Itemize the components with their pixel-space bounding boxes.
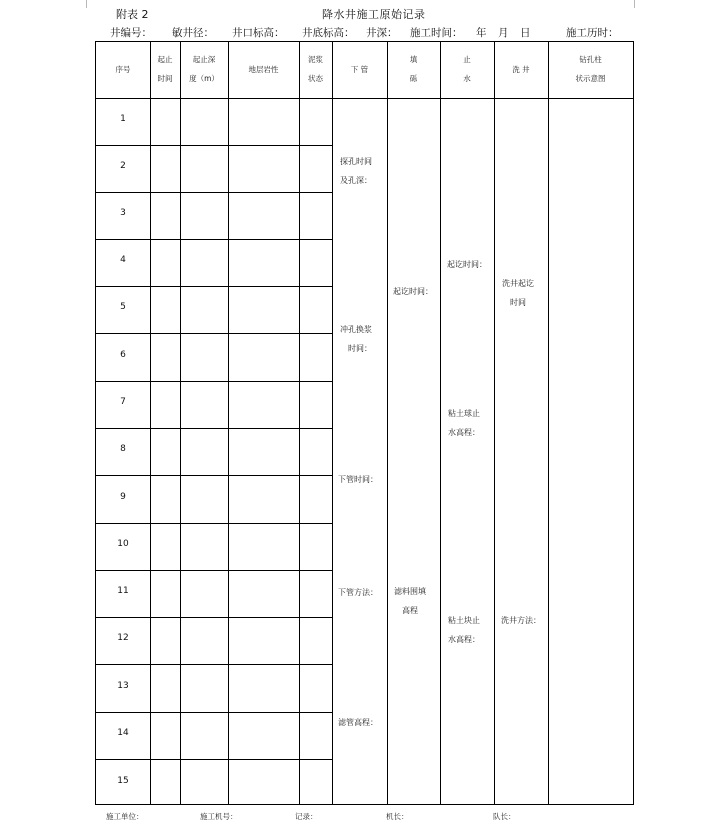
row-number: 4 — [120, 255, 126, 265]
header-seq: 序号 — [115, 65, 131, 74]
lowering-method-note: 下管方法： — [338, 588, 378, 597]
filter-pipe-elevation-note: 滤管高程： — [338, 718, 378, 727]
row-number: 9 — [120, 492, 126, 502]
row-number: 14 — [117, 728, 129, 738]
construction-unit-label: 施工单位： — [106, 812, 144, 821]
header-water-stop: 止 水 — [463, 55, 471, 83]
header-backfill: 填 砾 — [409, 55, 418, 83]
well-depth-label: 井深： — [366, 27, 398, 39]
row-number: 12 — [117, 633, 129, 643]
header-pipe-lowering: 下 管 — [350, 65, 369, 74]
backfill-time-note: 起讫时间： — [393, 287, 433, 296]
captain-label: 机长： — [386, 812, 409, 821]
row-number: 6 — [120, 350, 126, 360]
washing-time-note: 洗井起讫 时间 — [502, 279, 534, 307]
month-label: 月 — [498, 27, 509, 39]
filter-material-elevation-note: 滤料围填 高程 — [394, 587, 426, 615]
page-corner-mark — [74, 0, 87, 8]
row-number: 1 — [120, 114, 126, 124]
flush-mud-time-note: 冲孔换浆 时间： — [340, 325, 372, 353]
water-stop-time-note: 起讫时间： — [447, 260, 487, 269]
row-number: 5 — [120, 302, 126, 312]
signature-footer — [0, 811, 716, 825]
header-borehole-diagram: 钻孔柱 状示意图 — [575, 55, 606, 83]
row-number: 3 — [120, 208, 126, 218]
row-number: 10 — [117, 539, 129, 549]
recorder-label: 记录： — [295, 812, 318, 821]
team-leader-label: 队长： — [493, 812, 516, 821]
day-label: 日 — [520, 27, 531, 39]
row-number: 13 — [117, 681, 129, 691]
construction-record-table — [95, 41, 634, 805]
wellhead-elevation-label: 井口标高： — [232, 27, 285, 39]
construction-time-label: 施工时间： — [410, 27, 463, 39]
row-number: 2 — [120, 161, 126, 171]
row-number: 7 — [120, 397, 126, 407]
form-title: 降水井施工原始记录 — [322, 8, 426, 21]
well-diameter-label: 敏井径： — [172, 27, 214, 39]
well-no-label: 井编号： — [110, 27, 152, 39]
washing-method-note: 洗井方法： — [501, 616, 541, 625]
header-start-end-time: 起止 时间 — [157, 55, 173, 83]
header-well-washing: 洗 井 — [512, 65, 530, 74]
header-start-end-depth: 起止深 度（m） — [189, 55, 219, 83]
construction-duration-label: 施工历时： — [566, 27, 619, 39]
clay-block-elevation-note: 粘土块止 水高程： — [448, 616, 480, 644]
page-corner-mark — [634, 0, 647, 8]
hole-time-depth-note: 探孔时间 及孔深： — [340, 157, 372, 185]
year-label: 年 — [476, 27, 487, 39]
row-number: 15 — [117, 776, 129, 786]
row-number: 8 — [120, 444, 126, 454]
header-mud-state: 泥浆 状态 — [308, 55, 323, 83]
clay-ball-elevation-note: 粘土球止 水高程： — [448, 409, 480, 437]
machine-no-label: 施工机号： — [200, 812, 238, 821]
well-info-line — [110, 25, 710, 39]
header-stratum-lithology: 地层岩性 — [248, 65, 279, 74]
row-number: 11 — [117, 586, 129, 596]
well-bottom-elevation-label: 井底标高： — [302, 27, 355, 39]
lowering-time-note: 下管时间： — [338, 475, 378, 484]
appendix-label: 附表 2 — [116, 8, 149, 21]
